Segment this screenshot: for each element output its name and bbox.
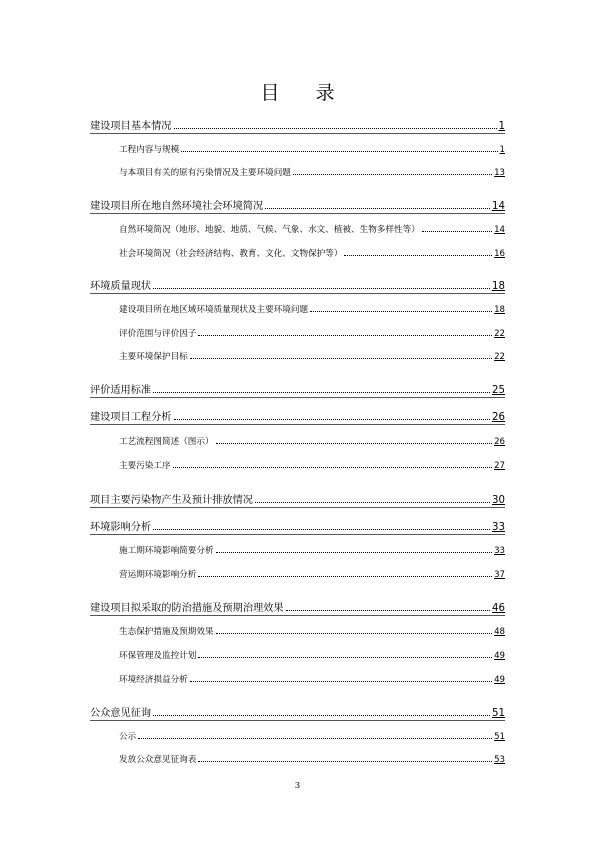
toc-entry-page: 14 xyxy=(492,201,505,212)
toc-entry-label: 环境质量现状 xyxy=(90,281,152,292)
toc-entry-label: 评价适用标准 xyxy=(90,385,152,396)
toc-entry-label: 营运期环境影响分析 xyxy=(119,570,197,580)
toc-entry-page: 51 xyxy=(492,708,505,719)
toc-entry[interactable] xyxy=(0,704,595,720)
divider xyxy=(90,213,505,214)
toc-entry-label: 施工期环境影响简要分析 xyxy=(119,546,214,556)
toc-entry[interactable] xyxy=(0,518,595,534)
toc-entry[interactable] xyxy=(0,166,595,182)
leader-dots xyxy=(286,609,490,611)
toc-entry-page: 26 xyxy=(494,437,505,447)
toc-entry[interactable] xyxy=(0,117,595,133)
leader-dots xyxy=(153,528,490,530)
toc-entry[interactable] xyxy=(0,491,595,507)
toc-entry-page: 25 xyxy=(492,385,505,396)
toc-entry-label: 社会环境简况（社会经济结构、教育、文化、文物保护等） xyxy=(119,249,343,259)
toc-entry[interactable] xyxy=(0,753,595,769)
toc-entry-label: 发放公众意见征询表 xyxy=(119,755,197,765)
toc-entry[interactable] xyxy=(0,673,595,689)
leader-dots xyxy=(153,714,490,716)
toc-entry[interactable] xyxy=(0,544,595,560)
divider xyxy=(90,424,505,425)
toc-entry-label: 主要环境保护目标 xyxy=(119,352,188,362)
leader-dots xyxy=(198,575,492,577)
leader-dots xyxy=(265,207,490,209)
toc-entry-label: 建设项目基本情况 xyxy=(90,121,172,132)
toc-entry-page: 30 xyxy=(492,495,505,506)
toc-entry-label: 项目主要污染物产生及预计排放情况 xyxy=(90,495,253,506)
leader-dots xyxy=(293,173,492,175)
divider xyxy=(90,507,505,508)
leader-dots xyxy=(138,737,492,739)
toc-entry-label: 工程内容与规模 xyxy=(119,145,180,155)
toc-entry[interactable] xyxy=(0,568,595,584)
leader-dots xyxy=(344,254,492,256)
leader-dots xyxy=(190,357,492,359)
toc-entry[interactable] xyxy=(0,435,595,451)
page-number: 3 xyxy=(294,781,301,791)
toc-entry-label: 自然环境简况（地形、地貌、地质、气候、气象、水文、植被、生物多样性等） xyxy=(119,225,420,235)
leader-dots xyxy=(422,230,492,232)
leader-dots xyxy=(198,760,492,762)
leader-dots xyxy=(174,127,497,129)
leader-dots xyxy=(190,680,492,682)
leader-dots xyxy=(198,334,492,336)
page-title: 目录 xyxy=(260,82,371,104)
toc-entry-label: 生态保护措施及预期效果 xyxy=(119,627,214,637)
leader-dots xyxy=(255,501,490,503)
toc-entry[interactable] xyxy=(0,350,595,366)
toc-entry-page: 46 xyxy=(492,603,505,614)
toc-entry-label: 建设项目拟采取的防治措施及预期治理效果 xyxy=(90,603,284,614)
toc-entry[interactable] xyxy=(0,303,595,319)
divider xyxy=(90,293,505,294)
toc-entry-page: 22 xyxy=(494,329,505,339)
toc-entry-label: 环保管理及监控计划 xyxy=(119,651,197,661)
toc-entry-page: 33 xyxy=(492,522,505,533)
toc-entry[interactable] xyxy=(0,649,595,665)
toc-entry-label: 建设项目所在地区域环境质量现状及主要环境问题 xyxy=(119,305,309,315)
toc-entry-page: 18 xyxy=(492,281,505,292)
toc-entry[interactable] xyxy=(0,625,595,641)
toc-entry-page: 26 xyxy=(492,412,505,423)
toc-entry-label: 环境影响分析 xyxy=(90,522,152,533)
toc-entry-label: 与本项目有关的原有污染情况及主要环境问题 xyxy=(119,168,291,178)
leader-dots xyxy=(310,310,492,312)
leader-dots xyxy=(181,150,497,152)
toc-entry-page: 1 xyxy=(499,145,505,155)
leader-dots xyxy=(153,287,490,289)
toc-entry-label: 工艺流程图简述（图示） xyxy=(119,437,214,447)
toc-entry-page: 14 xyxy=(494,225,505,235)
divider xyxy=(90,720,505,721)
toc-entry-page: 22 xyxy=(494,352,505,362)
divider xyxy=(90,615,505,616)
leader-dots xyxy=(198,656,492,658)
leader-dots xyxy=(216,442,493,444)
toc-entry-page: 51 xyxy=(494,732,505,742)
divider xyxy=(90,133,505,134)
toc-entry[interactable] xyxy=(0,599,595,615)
toc-entry[interactable] xyxy=(0,730,595,746)
toc-entry[interactable] xyxy=(0,143,595,159)
leader-dots xyxy=(153,391,490,393)
toc-entry-label: 建设项目工程分析 xyxy=(90,412,172,423)
toc-entry-label: 环境经济损益分析 xyxy=(119,675,188,685)
toc-entry-page: 33 xyxy=(494,546,505,556)
toc-entry-page: 16 xyxy=(494,249,505,259)
toc-entry-label: 公众意见征询 xyxy=(90,708,152,719)
toc-entry[interactable] xyxy=(0,197,595,213)
toc-entry[interactable] xyxy=(0,247,595,263)
toc-entry-page: 49 xyxy=(494,651,505,661)
toc-entry-page: 27 xyxy=(494,461,505,471)
toc-entry-label: 建设项目所在地自然环境社会环境简况 xyxy=(90,201,264,212)
toc-entry-page: 13 xyxy=(494,168,505,178)
toc-entry-page: 48 xyxy=(494,627,505,637)
divider xyxy=(90,534,505,535)
toc-entry-page: 18 xyxy=(494,305,505,315)
toc-entry[interactable] xyxy=(0,327,595,343)
toc-entry[interactable] xyxy=(0,277,595,293)
divider xyxy=(90,397,505,398)
toc-entry-label: 公示 xyxy=(119,732,137,742)
leader-dots xyxy=(174,418,491,420)
leader-dots xyxy=(216,632,493,634)
toc-entry-page: 1 xyxy=(498,121,505,132)
toc-entry-page: 53 xyxy=(494,755,505,765)
toc-entry[interactable] xyxy=(0,408,595,424)
toc-entry-label: 主要污染工序 xyxy=(119,461,171,471)
toc-entry-page: 37 xyxy=(494,570,505,580)
toc-entry[interactable] xyxy=(0,223,595,239)
toc-entry-label: 评价范围与评价因子 xyxy=(119,329,197,339)
leader-dots xyxy=(216,551,493,553)
toc-entry[interactable] xyxy=(0,381,595,397)
leader-dots xyxy=(173,466,492,468)
toc-entry-page: 49 xyxy=(494,675,505,685)
toc-entry[interactable] xyxy=(0,459,595,475)
